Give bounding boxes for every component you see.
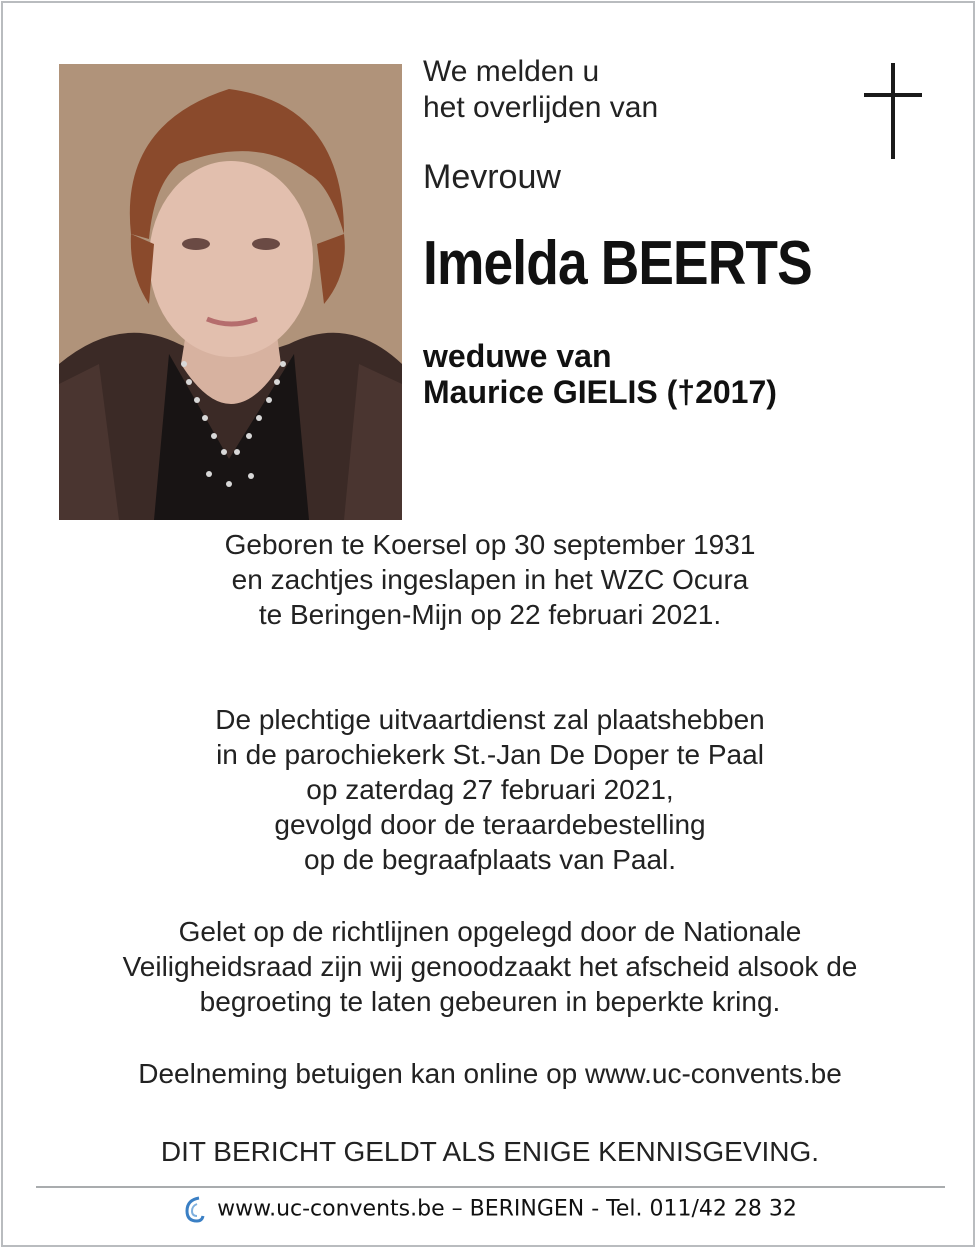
uc-convents-logo-icon bbox=[183, 1194, 205, 1224]
deceased-name: Imelda BEERTS bbox=[423, 229, 812, 298]
portrait-photo bbox=[59, 64, 402, 520]
spouse-line: Maurice GIELIS (†2017) bbox=[423, 374, 777, 410]
text-line: gevolgd door de teraardebestelling bbox=[274, 809, 706, 840]
announcement-intro bbox=[423, 54, 658, 126]
text-line: op zaterdag 27 februari 2021, bbox=[306, 774, 674, 805]
text-line: De plechtige uitvaartdienst zal plaatshebben bbox=[215, 704, 765, 735]
condolence-line: Deelneming betuigen kan online op www.uc-convents.be bbox=[138, 1058, 842, 1089]
cross-icon bbox=[864, 63, 922, 159]
birth-death-paragraph bbox=[0, 527, 980, 632]
text-line: Geboren te Koersel op 30 september 1931 bbox=[224, 529, 756, 560]
intro-line: het overlijden van bbox=[423, 91, 659, 124]
text-line: op de begraafplaats van Paal. bbox=[303, 844, 677, 875]
spouse-line: weduwe van bbox=[423, 338, 612, 374]
text-line: te Beringen-Mijn op 22 februari 2021. bbox=[258, 599, 722, 630]
funeral-paragraph bbox=[0, 702, 980, 877]
text-line: Gelet op de richtlijnen opgelegd door de Nationale bbox=[178, 916, 802, 947]
covid-note-paragraph bbox=[0, 914, 980, 1019]
footer bbox=[0, 1194, 980, 1224]
text-line: en zachtjes ingeslapen in het WZC Ocura bbox=[231, 564, 749, 595]
notice-line: DIT BERICHT GELDT ALS ENIGE KENNISGEVING. bbox=[160, 1136, 820, 1167]
footer-contact: www.uc-convents.be – BERINGEN - Tel. 011/42 28 32 bbox=[217, 1196, 797, 1222]
title-prefix: Mevrouw bbox=[423, 158, 561, 196]
spouse-info bbox=[423, 338, 777, 410]
footer-divider bbox=[36, 1186, 945, 1188]
intro-line: We melden u bbox=[423, 55, 600, 88]
text-line: Veiligheidsraad zijn wij genoodzaakt het afscheid alsook de bbox=[122, 951, 858, 982]
text-line: in de parochiekerk St.-Jan De Doper te Paal bbox=[216, 739, 764, 770]
text-line: begroeting te laten gebeuren in beperkte kring. bbox=[199, 986, 781, 1017]
